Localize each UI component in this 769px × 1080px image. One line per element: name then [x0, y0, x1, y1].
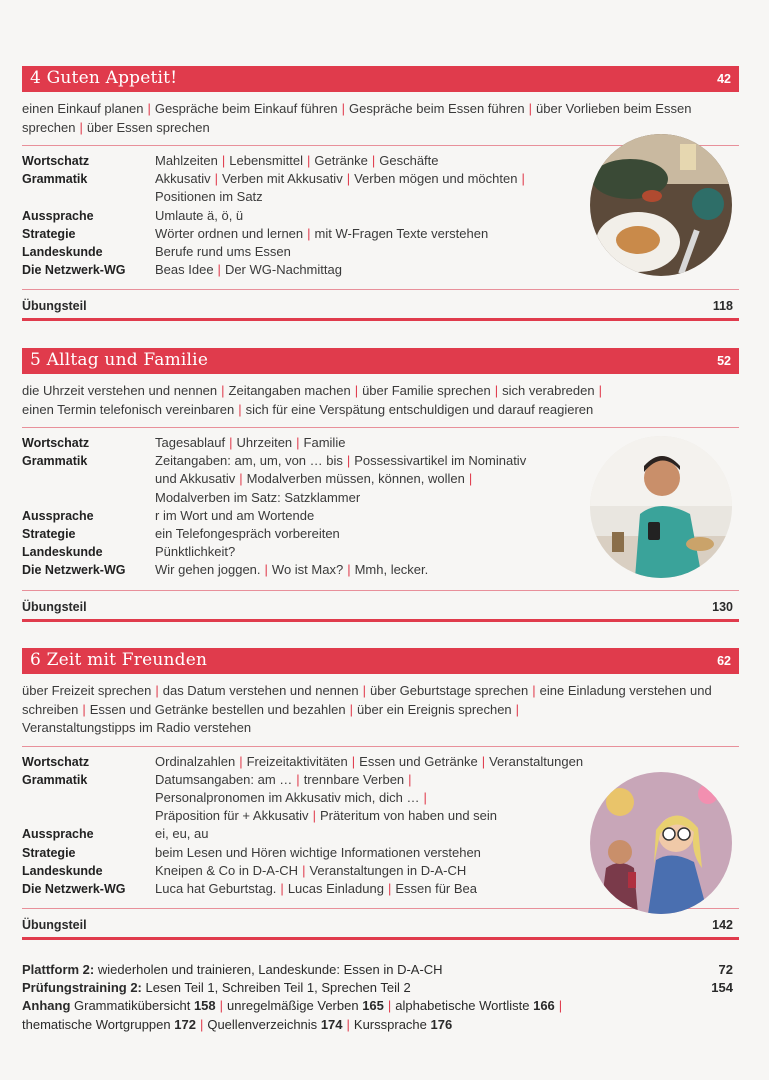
- netzwerk-item: Lucas Einladung: [287, 880, 384, 896]
- wortschatz-item: Ordinalzahlen: [155, 753, 236, 769]
- anhang-item: unregelmäßige Verben: [227, 998, 359, 1014]
- grammatik-item: und Akkusativ: [155, 471, 236, 487]
- wortschatz-item: Lebensmittel: [229, 153, 303, 168]
- plattform-text: wiederholen und trainieren, Landeskunde: Essen in D-A-CH: [97, 962, 443, 977]
- goal: eine Einladung verstehen und schreiben: [22, 683, 712, 717]
- goal: Zeitangaben machen: [228, 383, 351, 398]
- grammatik-item: Modalverben müssen, können, wollen: [246, 471, 465, 487]
- goal: über Vorlieben beim Essen sprechen: [22, 101, 692, 135]
- pruefung-row: [22, 979, 739, 997]
- plattform-label: Plattform 2:: [22, 962, 95, 977]
- chapter-content-grid: Wortschatz Ordinalzahlen | Freizeitaktivitäten | Essen und Getränke | Veranstaltungen Grammatik Datumsangaben: am … | trennbare Verben | Personalpronomen im Akkusativ mich, dich … | Präposition für + Akkusativ | Präteritum von haben und sein Aussprache ei, eu, au Strategie beim Lesen und Hören wichtige Informationen verstehen Landeskunde Kneipen & Co in D-A-CH | Veranstaltungen in D-A-CH Die Netzwerk-WG Luca hat Geburtstag. | Lucas Einladung | Essen für Bea: [22, 753, 739, 899]
- goal: einen Einkauf planen: [22, 101, 144, 116]
- wortschatz-item: Uhrzeiten: [236, 435, 293, 450]
- wortschatz-item: Veranstaltungen: [489, 753, 584, 769]
- anhang-item: Grammatikübersicht: [74, 998, 191, 1014]
- grammatik-item: Verben mit Akkusativ: [222, 171, 343, 187]
- label-aussprache: Aussprache: [22, 827, 94, 842]
- grammatik-item: Zeitangaben: am, um, von … bis: [155, 453, 343, 469]
- landeskunde-value: Berufe rund ums Essen: [155, 244, 291, 260]
- chapter-goals: die Uhrzeit verstehen und nennen | Zeitangaben machen | über Familie sprechen | sich verabreden | einen Termin telefonisch vereinbaren | sich für eine Verspätung entschuldigen und darauf reagieren: [22, 383, 602, 417]
- label-netzwerk: Die Netzwerk-WG: [22, 563, 126, 578]
- chapter-page-number: 52: [717, 354, 731, 368]
- aussprache-value: r im Wort und am Wortende: [155, 507, 315, 523]
- uebungsteil-page: 130: [712, 599, 733, 614]
- label-aussprache: Aussprache: [22, 208, 94, 223]
- grammatik-item: Datumsangaben: am …: [155, 771, 293, 787]
- uebungsteil-page: 118: [712, 299, 733, 314]
- chapter-6: [22, 648, 739, 940]
- goal: einen Termin telefonisch vereinbaren: [22, 401, 235, 417]
- chapter-header: [22, 66, 739, 92]
- label-landeskunde: Landeskunde: [22, 245, 103, 260]
- label-wortschatz: Wortschatz: [22, 436, 90, 450]
- wortschatz-item: Familie: [303, 435, 346, 450]
- strategie-value: beim Lesen und Hören wichtige Informationen verstehen: [155, 844, 481, 860]
- wortschatz-item: Tagesablauf: [155, 435, 226, 450]
- uebungsteil-label: Übungsteil: [22, 299, 87, 314]
- label-wortschatz: Wortschatz: [22, 154, 90, 168]
- goal: Veranstaltungstipps im Radio verstehen: [22, 720, 252, 735]
- chapter-4: [22, 66, 739, 321]
- chapter-content-grid: Wortschatz Tagesablauf | Uhrzeiten | Familie Grammatik Zeitangaben: am, um, von … bis | Possessivartikel im Nominativ und Akkusativ | Modalverben müssen, können, wollen | Modalverben im Satz: Satzklammer Aussprache r im Wort und am Wortende Strategie ein Telefongespräch vorbereiten Landeskunde Pünktlichkeit? Die Netzwerk-WG Wir gehen joggen. | Wo ist Max? | Mmh, lecker.: [22, 434, 739, 580]
- netzwerk-item: Beas Idee: [155, 262, 214, 278]
- grammatik-item: Personalpronomen im Akkusativ mich, dich …: [155, 789, 420, 805]
- grammatik-item: Akkusativ: [155, 171, 211, 187]
- anhang-item: alphabetische Wortliste: [395, 998, 530, 1014]
- label-landeskunde: Landeskunde: [22, 863, 103, 878]
- netzwerk-item: Wo ist Max?: [271, 562, 344, 578]
- wortschatz-item: Freizeitaktivitäten: [246, 753, 348, 769]
- label-strategie: Strategie: [22, 845, 76, 860]
- label-grammatik: Grammatik: [22, 454, 88, 469]
- anhang-page: 165: [362, 998, 384, 1014]
- goal: Gespräche beim Einkauf führen: [154, 101, 338, 116]
- anhang-label: Anhang: [22, 998, 71, 1014]
- anhang-item: Quellenverzeichnis: [207, 1016, 318, 1032]
- uebungsteil-label: Übungsteil: [22, 599, 87, 614]
- anhang-page: 176: [430, 1016, 453, 1032]
- chapter-page-number: 62: [717, 654, 731, 668]
- uebungsteil-row: [22, 590, 739, 619]
- chapter-title: 5 Alltag und Familie: [30, 350, 209, 370]
- anhang-page: 166: [533, 998, 555, 1014]
- goal: die Uhrzeit verstehen und nennen: [22, 383, 218, 398]
- wortschatz-item: Geschäfte: [379, 153, 439, 168]
- man-with-phone-photo: [590, 436, 732, 578]
- anhang-page: 172: [174, 1016, 196, 1032]
- goal: Gespräche beim Essen führen: [349, 101, 525, 116]
- anhang-item: Kurssprache: [353, 1016, 427, 1032]
- strategie-item: mit W-Fragen Texte verstehen: [314, 225, 489, 241]
- plattform-page: 72: [718, 962, 733, 977]
- label-netzwerk: Die Netzwerk-WG: [22, 263, 126, 278]
- chapter-page-number: 42: [717, 72, 731, 86]
- goal: über Freizeit sprechen: [22, 683, 152, 698]
- goal: über ein Ereignis sprechen: [357, 701, 512, 717]
- anhang-page: 158: [193, 998, 216, 1014]
- strategie-value: ein Telefongespräch vorbereiten: [155, 526, 340, 542]
- chapter-header: [22, 348, 739, 374]
- birthday-party-photo: [590, 772, 732, 914]
- netzwerk-item: Wir gehen joggen.: [155, 562, 261, 578]
- grammatik-item: Modalverben im Satz: Satzklammer: [155, 489, 361, 505]
- label-grammatik: Grammatik: [22, 172, 88, 187]
- goal: sich für eine Verspätung entschuldigen und darauf reagieren: [245, 401, 594, 417]
- goal: über Familie sprechen: [362, 383, 491, 398]
- netzwerk-item: Der WG-Nachmittag: [224, 262, 342, 278]
- chapter-title: 4 Guten Appetit!: [30, 68, 178, 88]
- wortschatz-item: Essen und Getränke: [359, 753, 478, 769]
- aussprache-value: Umlaute ä, ö, ü: [155, 207, 244, 223]
- uebungsteil-label: Übungsteil: [22, 918, 87, 933]
- goal: über Essen sprechen: [86, 119, 210, 135]
- netzwerk-item: Mmh, lecker.: [354, 562, 429, 578]
- label-landeskunde: Landeskunde: [22, 545, 103, 560]
- appendix-section: [22, 961, 739, 1034]
- landeskunde-item: Veranstaltungen in D-A-CH: [309, 862, 467, 878]
- uebungsteil-row: [22, 908, 739, 937]
- chapter-title: 6 Zeit mit Freunden: [30, 650, 208, 670]
- goal: das Datum verstehen und nennen: [162, 683, 359, 698]
- grammatik-item: Präteritum von haben und sein: [319, 808, 498, 824]
- chapter-5: [22, 348, 739, 622]
- wortschatz-item: Getränke: [314, 153, 368, 168]
- pruefung-label: Prüfungstraining 2:: [22, 980, 142, 996]
- anhang-row: Anhang Grammatikübersicht 158 | unregelmäßige Verben 165 | alphabetische Wortliste 166 | thematische Wortgruppen 172 | Quellenverzeichnis 174 | Kurssprache 176: [22, 998, 563, 1032]
- netzwerk-item: Essen für Bea: [395, 880, 477, 896]
- goal: sich verabreden: [502, 383, 595, 398]
- uebungsteil-row: [22, 289, 739, 318]
- label-netzwerk: Die Netzwerk-WG: [22, 881, 126, 896]
- label-strategie: Strategie: [22, 527, 76, 542]
- goal: über Geburtstage sprechen: [369, 683, 529, 698]
- landeskunde-value: Pünktlichkeit?: [155, 544, 236, 560]
- grammatik-item: Possessivartikel im Nominativ: [354, 453, 527, 469]
- wortschatz-item: Mahlzeiten: [155, 153, 218, 168]
- anhang-page: 174: [320, 1016, 343, 1032]
- anhang-item: thematische Wortgruppen: [22, 1016, 171, 1032]
- grammatik-item: Positionen im Satz: [155, 189, 263, 205]
- label-wortschatz: Wortschatz: [22, 754, 90, 769]
- label-strategie: Strategie: [22, 226, 76, 241]
- pruefung-page: 154: [711, 980, 733, 996]
- uebungsteil-page: 142: [712, 918, 733, 933]
- grammatik-item: Präposition für + Akkusativ: [155, 808, 309, 824]
- grammatik-item: trennbare Verben: [303, 771, 405, 787]
- label-grammatik: Grammatik: [22, 772, 88, 787]
- chapter-content-grid: Wortschatz Mahlzeiten | Lebensmittel | Getränke | Geschäfte Grammatik Akkusativ | Verben mit Akkusativ | Verben mögen und möchten | Positionen im Satz Aussprache Umlaute ä, ö, ü Strategie Wörter ordnen und lernen | mit W-Fragen Texte verstehen Landeskunde Berufe rund ums Essen Die Netzwerk-WG Beas Idee | Der WG-Nachmittag: [22, 152, 739, 279]
- netzwerk-item: Luca hat Geburtstag.: [155, 880, 277, 896]
- grammatik-item: Verben mögen und möchten: [354, 171, 518, 187]
- chapter-goals: über Freizeit sprechen | das Datum verstehen und nennen | über Geburtstage sprechen | eine Einladung verstehen und schreiben | Essen und Getränke bestellen und bezahlen | über ein Ereignis sprechen | Veranstaltungstipps im Radio verstehen: [22, 683, 712, 735]
- plattform-row: [22, 961, 739, 979]
- landeskunde-item: Kneipen & Co in D-A-CH: [155, 862, 299, 878]
- aussprache-value: ei, eu, au: [155, 826, 209, 842]
- pruefung-text: Lesen Teil 1, Schreiben Teil 1, Sprechen Teil 2: [145, 980, 411, 996]
- breakfast-table-photo: [590, 134, 732, 276]
- label-aussprache: Aussprache: [22, 508, 94, 523]
- goal: Essen und Getränke bestellen und bezahlen: [89, 701, 346, 717]
- strategie-item: Wörter ordnen und lernen: [155, 225, 304, 241]
- chapter-goals: einen Einkauf planen | Gespräche beim Einkauf führen | Gespräche beim Essen führen | über Vorlieben beim Essen sprechen | über Essen sprechen: [22, 101, 692, 135]
- chapter-header: [22, 648, 739, 674]
